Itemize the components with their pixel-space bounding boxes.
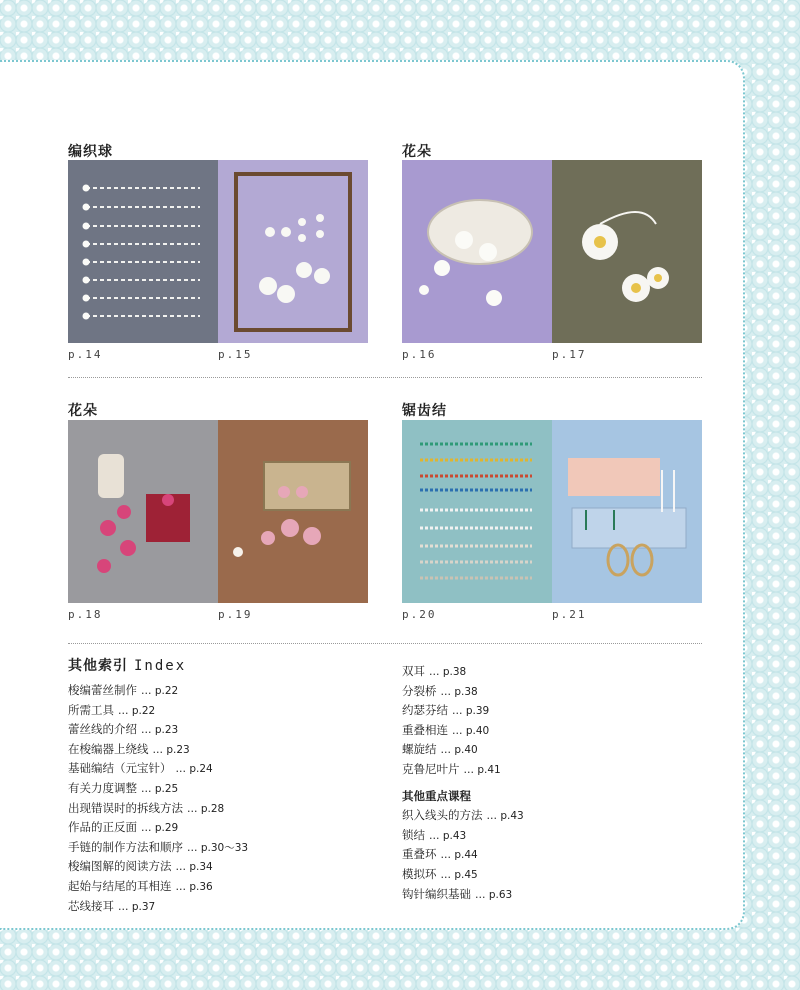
index-heading [68,655,186,675]
photo-earrings-frame[interactable] [218,160,368,343]
index-entry[interactable]: 钩针编织基础 … p.63 [402,886,513,901]
index-title-zh: 其他索引 [68,658,128,674]
page-ref-p17[interactable]: p.17 [552,348,587,361]
index-entry[interactable]: 重叠环 … p.44 [402,847,478,862]
photo-pink-bracelet-box[interactable] [218,420,368,603]
page-ref-p18[interactable]: p.18 [68,608,103,621]
index-entry[interactable]: 出现错误时的拆线方法 … p.28 [68,800,225,815]
index-entry[interactable]: 重叠相连 … p.40 [402,722,490,737]
index-entry[interactable]: 作品的正反面 … p.29 [68,820,179,835]
photo-pink-gift[interactable] [68,420,218,603]
index-entry[interactable]: 模拟环 … p.45 [402,866,478,881]
page-ref-p21[interactable]: p.21 [552,608,587,621]
section-title-balls: 编织球 [68,144,113,160]
index-entry[interactable]: 分裂桥 … p.38 [402,683,478,698]
index-title-en: Index [134,658,187,674]
photo-zigzag-earrings[interactable] [552,420,702,603]
page-ref-p15[interactable]: p.15 [218,348,253,361]
index-entry[interactable]: 所需工具 … p.22 [68,702,156,717]
photo-zigzag-bracelets[interactable] [402,420,552,603]
index-entry[interactable]: 螺旋结 … p.40 [402,742,478,757]
index-entry[interactable]: 双耳 … p.38 [402,664,467,678]
index-entry[interactable]: 梭编图解的阅读方法 … p.34 [68,859,213,874]
divider [68,377,702,378]
section-title-flowers-2: 花朵 [68,403,98,419]
page-ref-p19[interactable]: p.19 [218,608,253,621]
lessons-heading: 其他重点课程 [402,788,471,803]
index-entry[interactable]: 梭编蕾丝制作 … p.22 [68,683,179,697]
page-ref-p14[interactable]: p.14 [68,348,103,361]
photo-flower-olive[interactable] [552,160,702,343]
index-entry[interactable]: 织入线头的方法 … p.43 [402,808,524,823]
divider [68,643,702,644]
page-ref-p16[interactable]: p.16 [402,348,437,361]
index-entry[interactable]: 克鲁尼叶片 … p.41 [402,761,501,776]
index-list-right [402,662,524,904]
index-entry[interactable]: 起始与结尾的耳相连 … p.36 [68,878,213,893]
index-entry[interactable]: 基础编结（元宝针） … p.24 [68,761,213,776]
page-ref-p20[interactable]: p.20 [402,608,437,621]
section-title-flowers: 花朵 [402,144,432,160]
photo-bracelets-gray[interactable] [68,160,218,343]
index-entry[interactable]: 锁结 … p.43 [402,827,467,842]
photo-flower-tin[interactable] [402,160,552,343]
index-entry[interactable]: 芯线接耳 … p.37 [68,898,156,913]
section-title-zigzag: 锯齿结 [402,403,447,419]
index-entry[interactable]: 约瑟芬结 … p.39 [402,703,490,718]
index-entry[interactable]: 手链的制作方法和顺序 … p.30～33 [68,839,249,854]
index-list-left [68,681,248,916]
index-entry[interactable]: 在梭编器上绕线 … p.23 [68,741,190,756]
index-entry[interactable]: 蕾丝线的介绍 … p.23 [68,722,179,737]
index-entry[interactable]: 有关力度调整 … p.25 [68,780,179,795]
